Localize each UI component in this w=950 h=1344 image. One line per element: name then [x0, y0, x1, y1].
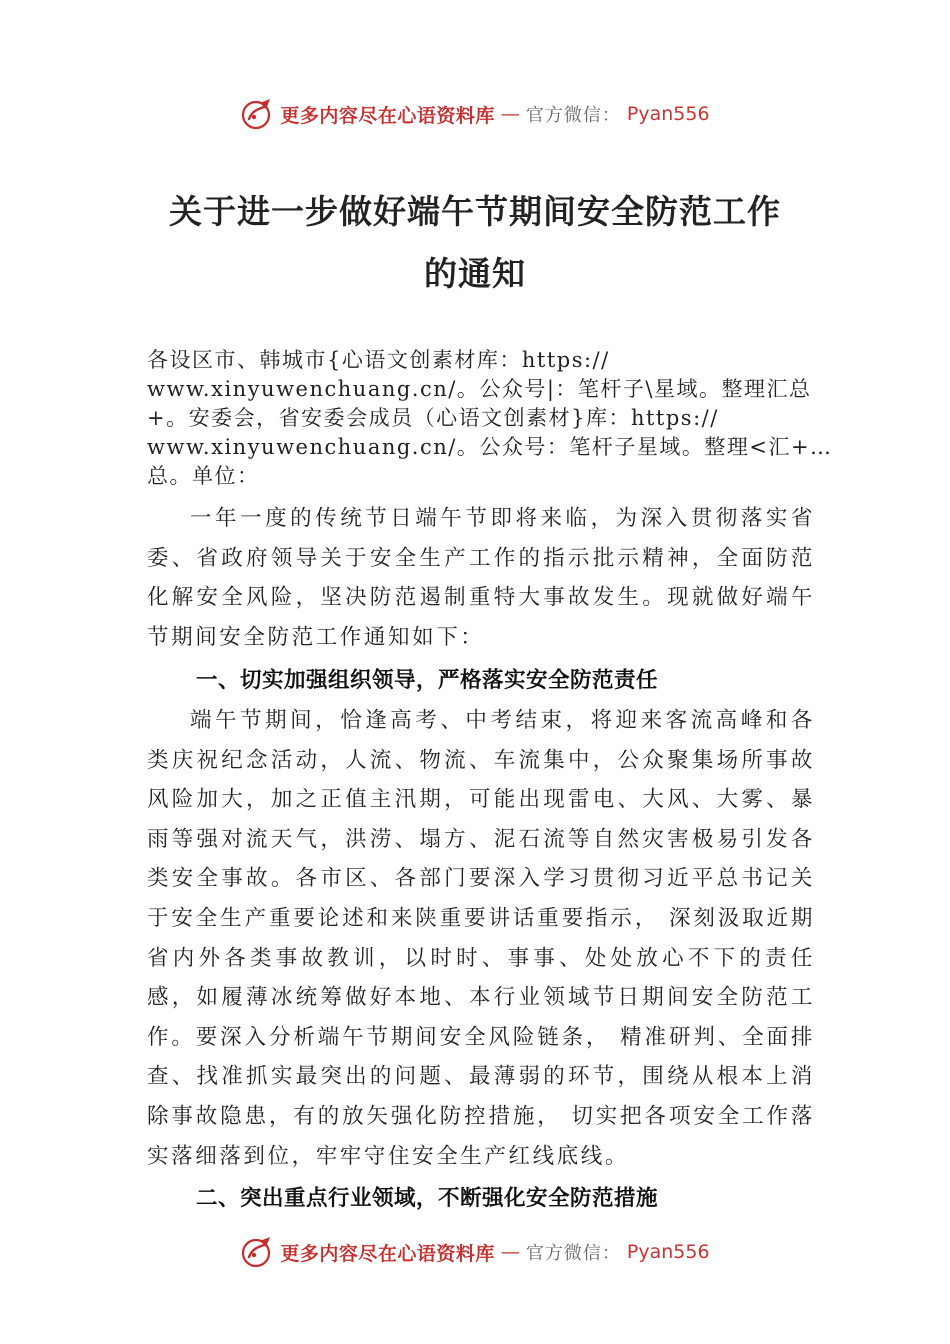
addressee-block	[147, 346, 837, 491]
banner-site-text: 更多内容尽在心语资料库	[280, 104, 495, 127]
addressee-line: 总。单位：	[147, 464, 260, 488]
watermark-banner-top	[0, 94, 950, 134]
banner-wechat-id: Pyan556	[626, 1241, 710, 1263]
intro-paragraph: 一年一度的传统节日端午节即将来临，为深入贯彻落实省委、省政府领导关于安全生产工作的指示批示精神，全面防范化解安全风险，坚决防范遏制重特大事故发生。现就做好端午节期间安全防范工作通知如下：	[147, 506, 815, 650]
document-title-line1: 关于进一步做好端午节期间安全防范工作	[169, 192, 781, 231]
banner-wechat-label: 官方微信：	[525, 105, 621, 126]
banner-wechat-label: 官方微信：	[525, 1243, 621, 1264]
addressee-line: 各设区市、韩城市{心语文创素材库：https://	[147, 348, 610, 372]
section-heading-1: 一、切实加强组织领导，严格落实安全防范责任	[196, 668, 659, 693]
red-pen-logo-icon	[240, 97, 274, 131]
banner-dash: —	[500, 1241, 520, 1263]
banner-dash: —	[500, 103, 520, 125]
addressee-line: www.xinyuwenchuang.cn/。公众号：笔杆子星域。整理<汇+…	[147, 435, 833, 459]
addressee-line: www.xinyuwenchuang.cn/。公众号|：笔杆子\星域。整理汇总	[147, 377, 812, 401]
banner-wechat-id: Pyan556	[626, 103, 710, 125]
section-heading-2: 二、突出重点行业领域，不断强化安全防范措施	[196, 1186, 659, 1211]
section-1-paragraph: 端午节期间，恰逢高考、中考结束，将迎来客流高峰和各类庆祝纪念活动，人流、物流、车流集中，公众聚集场所事故风险加大，加之正值主汛期，可能出现雷电、大风、大雾、暴雨等强对流天气，洪涝、塌方、泥石流等自然灾害极易引发各类安全事故。各市区、各部门要深入学习贯彻习近平总书记关于安全生产重要论述和来陕重要讲话重要指示， 深刻汲取近期省内外各类事故教训，以时时、事事、处处放心不下的责任感，如履薄冰统筹做好本地、本行业领域节日期间安全防范工作。要深入分析端午节期间安全风险链条， 精准研判、全面排查、找准抓实最突出的问题、最薄弱的环节，围绕从根本上消除事故隐患，有的放矢强化防控措施， 切实把各项安全工作落实落细落到位，牢牢守住安全生产红线底线。	[147, 708, 815, 1169]
watermark-banner-bottom	[0, 1232, 950, 1272]
addressee-line: +。安委会，省安委会成员（心语文创素材}库：https://	[147, 406, 719, 430]
banner-site-text: 更多内容尽在心语资料库	[280, 1242, 495, 1265]
document-title-line2: 的通知	[424, 254, 526, 293]
red-pen-logo-icon	[240, 1235, 274, 1269]
